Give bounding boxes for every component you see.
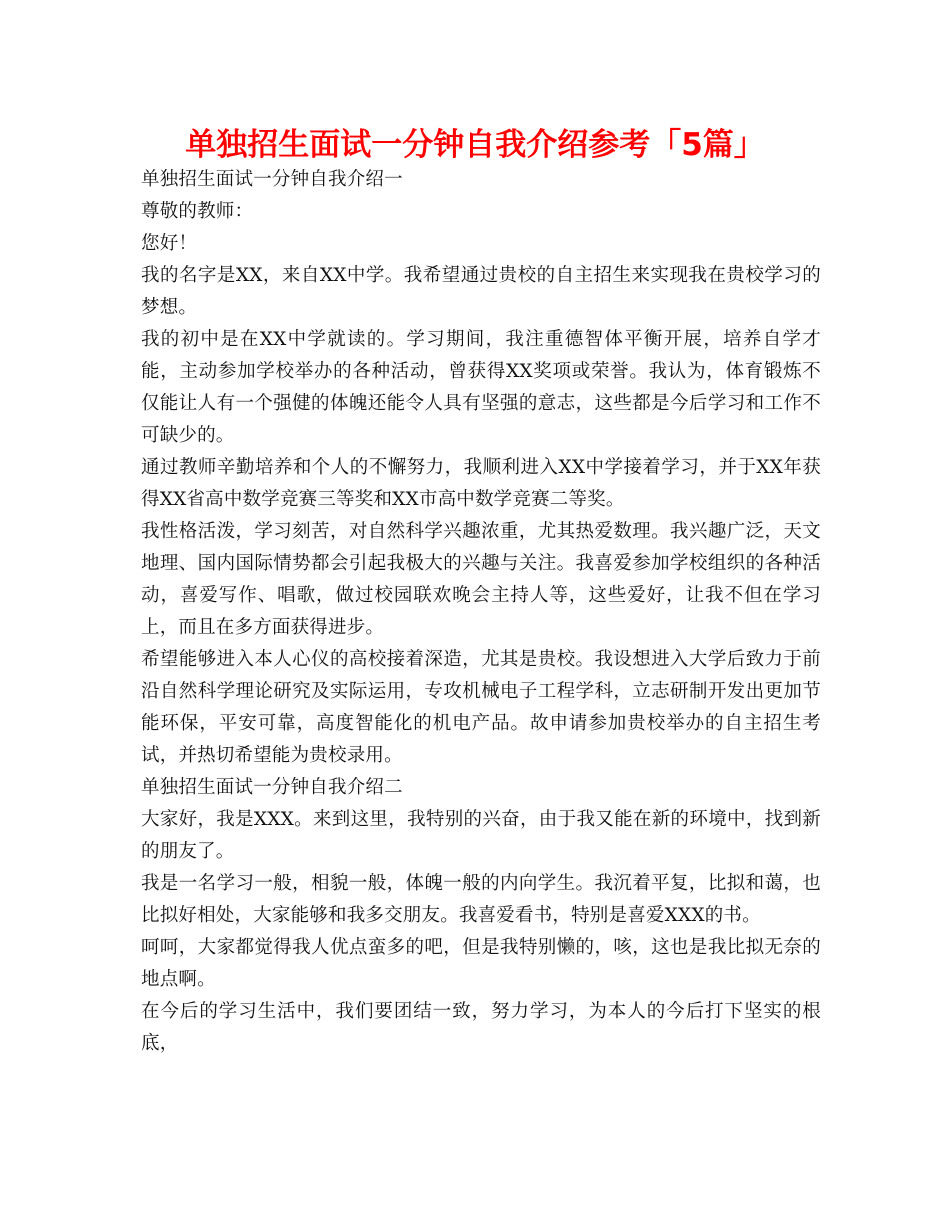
salutation: 尊敬的教师： [141,201,254,222]
paragraph: 我的初中是在XX中学就读的。学习期间，我注重德智体平衡开展，培养自学才能，主动参加学校举办的各种活动，曾获得XX奖项或荣誉。我认为，体育锻炼不仅能让人有一个强健的体魄还能令人具有坚强的意志，这些都是今后学习和工作不可缺少的。 [141,329,821,446]
paragraph: 呵呵，大家都觉得我人优点蛮多的吧，但是我特别懒的，咳，这也是我比拟无奈的地点啊。 [141,937,821,990]
paragraph: 希望能够进入本人心仪的高校接着深造，尤其是贵校。我设想进入大学后致力于前沿自然科学理论研究及实际运用，专攻机械电子工程学科，立志研制开发出更加节能环保，平安可靠，高度智能化的机电产品。故申请参加贵校举办的自主招生考试，并热切希望能为贵校录用。 [141,649,821,766]
paragraph: 通过教师辛勤培养和个人的不懈努力，我顺利进入XX中学接着学习，并于XX年获得XX省高中数学竞赛三等奖和XX市高中数学竞赛二等奖。 [141,457,821,510]
paragraph: 在今后的学习生活中，我们要团结一致，努力学习，为本人的今后打下坚实的根底， [141,1001,821,1054]
section-heading-2: 单独招生面试一分钟自我介绍二 [141,777,403,798]
greeting: 您好！ [141,233,198,254]
section-heading-1: 单独招生面试一分钟自我介绍一 [141,169,403,190]
paragraph: 我性格活泼，学习刻苦，对自然科学兴趣浓重，尤其热爱数理。我兴趣广泛，天文地理、国内国际情势都会引起我极大的兴趣与关注。我喜爱参加学校组织的各种活动，喜爱写作、唱歌，做过校园联欢晚会主持人等，这些爱好，让我不但在学习上，而且在多方面获得进步。 [141,521,821,638]
paragraph: 大家好，我是XXX。来到这里，我特别的兴奋，由于我又能在新的环境中，找到新的朋友了。 [141,809,821,862]
document-title: 单独招生面试一分钟自我介绍参考「5篇」 [185,127,765,163]
paragraph: 我是一名学习一般，相貌一般，体魄一般的内向学生。我沉着平复，比拟和蔼，也比拟好相处，大家能够和我多交朋友。我喜爱看书，特别是喜爱XXX的书。 [141,873,821,926]
document-body [141,164,821,1060]
paragraph: 我的名字是XX，来自XX中学。我希望通过贵校的自主招生来实现我在贵校学习的梦想。 [141,265,821,318]
